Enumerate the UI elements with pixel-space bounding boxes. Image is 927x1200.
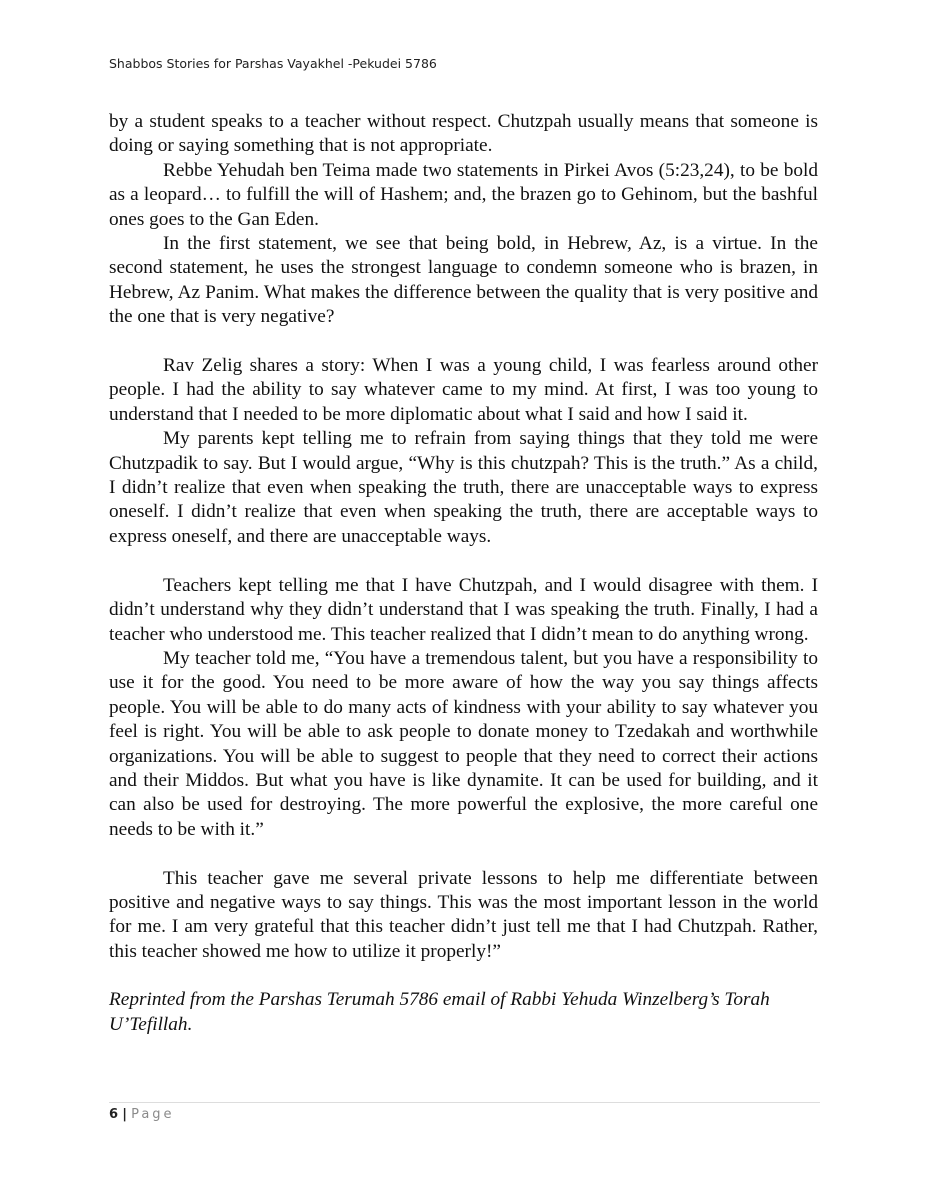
paragraph: Teachers kept telling me that I have Chutzpah, and I would disagree with them. I didn’t understand why they didn’t understand that I was speaking the truth. Finally, I had a teacher who understood me. This teacher realized that I didn’t mean to do anything wrong. bbox=[109, 574, 818, 645]
running-header: Shabbos Stories for Parshas Vayakhel -Pekudei 5786 bbox=[109, 56, 437, 71]
paragraph: Rav Zelig shares a story: When I was a young child, I was fearless around other people. I had the ability to say whatever came to my mind. At first, I was too young to understand that I needed to be more diplomatic about what I said and how I said it. bbox=[109, 355, 818, 425]
page-footer bbox=[109, 1107, 175, 1122]
page-label: Page bbox=[131, 1107, 175, 1122]
paragraph: My teacher told me, “You have a tremendous talent, but you have a responsibility to use it for the good. You need to be more aware of how the way you say things affects people. You will be able to do many acts of kindness with your ability to say whatever you feel is right. You will be able to ask people to donate money to Tzedakah and worthwhile organizations. You will be able to suggest to people that they need to correct their actions and their Middos. But what you have is like dynamite. It can be used for building, and it can also be used for destroying. The more powerful the explosive, the more careful one needs to be with it.” bbox=[109, 647, 818, 840]
document-body bbox=[109, 110, 818, 1037]
footer-divider bbox=[109, 1102, 820, 1103]
paragraph: Rebbe Yehudah ben Teima made two statements in Pirkei Avos (5:23,24), to be bold as a leopard… to fulfill the will of Hashem; and, the brazen go to Gehinom, but the bashful ones goes to the Gan Eden. bbox=[109, 159, 818, 230]
paragraph: In the first statement, we see that being bold, in Hebrew, Az, is a virtue. In the second statement, he uses the strongest language to condemn someone who is brazen, in Hebrew, Az Panim. What makes the difference between the quality that is very positive and the one that is very negative? bbox=[109, 233, 818, 328]
paragraph: by a student speaks to a teacher without respect. Chutzpah usually means that someone is doing or saying something that is not appropriate. bbox=[109, 111, 818, 157]
footer-separator: | bbox=[122, 1107, 127, 1122]
page-number: 6 bbox=[109, 1107, 119, 1122]
reprint-credit: Reprinted from the Parshas Terumah 5786 email of Rabbi Yehuda Winzelberg’s Torah U’Tefillah. bbox=[109, 989, 770, 1035]
paragraph: My parents kept telling me to refrain from saying things that they told me were Chutzpadik to say. But I would argue, “Why is this chutzpah? This is the truth.” As a child, I didn’t realize that even when speaking the truth, there are unacceptable ways to express oneself. I didn’t realize that even when speaking the truth, there are acceptable ways to express oneself, and there are unacceptable ways. bbox=[109, 428, 818, 547]
paragraph: This teacher gave me several private lessons to help me differentiate between positive and negative ways to say things. This was the most important lesson in the world for me. I am very grateful that this teacher didn’t just tell me that I had Chutzpah. Rather, this teacher showed me how to utilize it properly!” bbox=[109, 867, 818, 962]
